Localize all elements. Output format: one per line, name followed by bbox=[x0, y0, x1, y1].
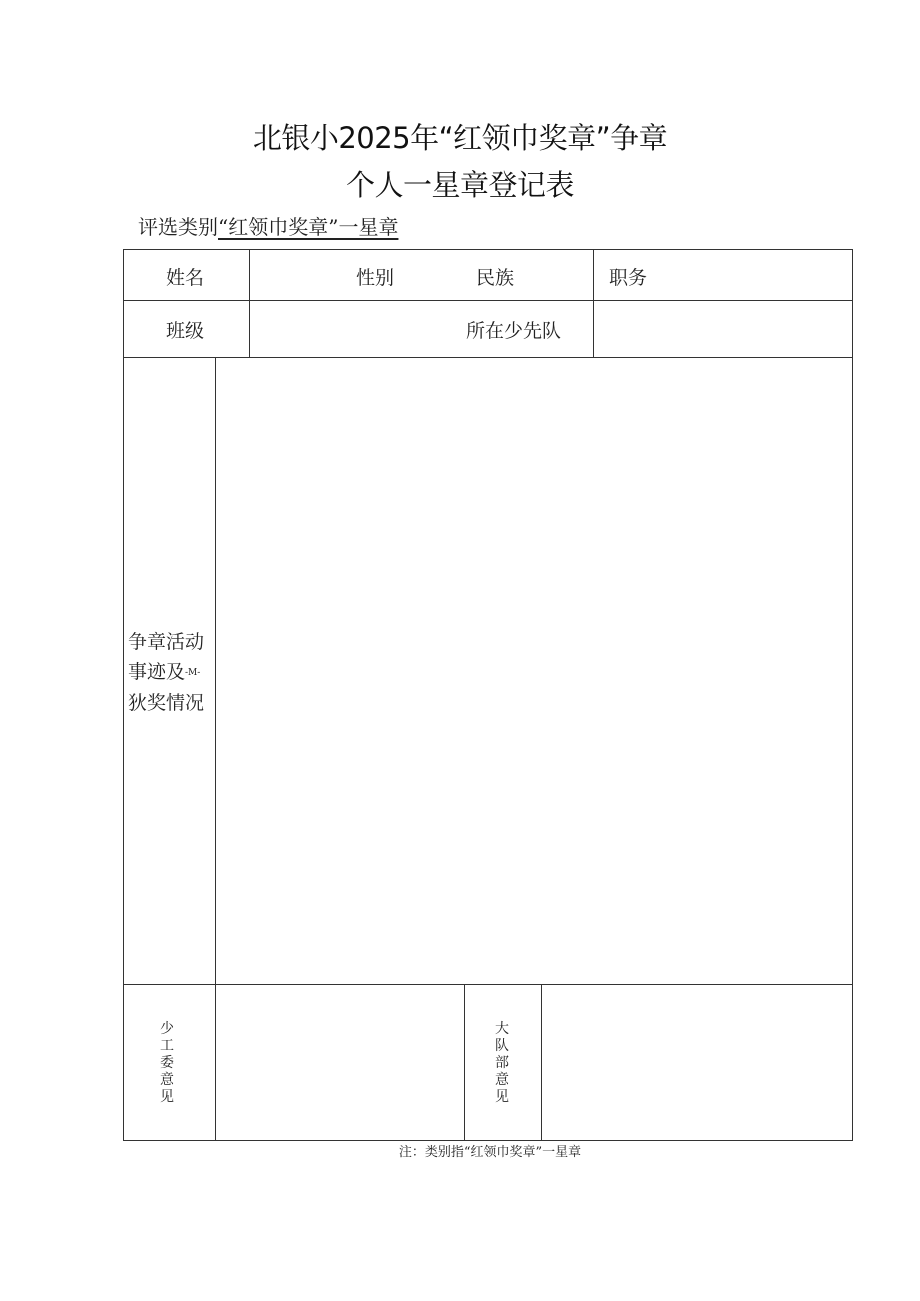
col-divider-brigade-label-right bbox=[541, 984, 542, 1141]
activity-label-line2: 事迹及 bbox=[128, 661, 186, 683]
category-line bbox=[138, 211, 398, 240]
activity-label-line3: 狄奖情况 bbox=[128, 692, 205, 714]
ethnicity-label: 民族 bbox=[476, 267, 515, 289]
col-divider-brigade-label-left bbox=[464, 984, 465, 1141]
col-divider-committee bbox=[215, 984, 216, 1141]
activity-label-mark: -M- bbox=[185, 668, 201, 678]
col-divider-activity bbox=[215, 357, 216, 984]
col-divider-position bbox=[593, 249, 594, 357]
class-label: 班级 bbox=[166, 320, 205, 342]
registration-table bbox=[123, 249, 853, 1141]
category-label: 评选类别 bbox=[138, 215, 218, 239]
page-subtitle: 个人一星章登记表 bbox=[345, 168, 574, 202]
row-divider-3 bbox=[123, 984, 853, 985]
activity-label bbox=[128, 627, 204, 718]
committee-opinion-label: 少工委意见 bbox=[160, 1021, 174, 1105]
activity-label-line1: 争章活动 bbox=[128, 631, 205, 653]
squad-label: 所在少先队 bbox=[466, 320, 562, 342]
row-divider-2 bbox=[123, 357, 853, 358]
page-title: 北银小2025年“红领巾奖章”争章 bbox=[252, 121, 668, 155]
brigade-opinion-label: 大队部意见 bbox=[495, 1021, 509, 1105]
position-label: 职务 bbox=[609, 267, 648, 289]
name-label: 姓名 bbox=[166, 267, 205, 289]
row-divider-1 bbox=[123, 300, 853, 301]
col-divider-name bbox=[249, 249, 250, 357]
category-value: “红领巾奖章”一星章 bbox=[218, 215, 399, 239]
gender-label: 性别 bbox=[356, 267, 395, 289]
footnote: 注：类别指“红领巾奖章”一星章 bbox=[398, 1145, 582, 1160]
